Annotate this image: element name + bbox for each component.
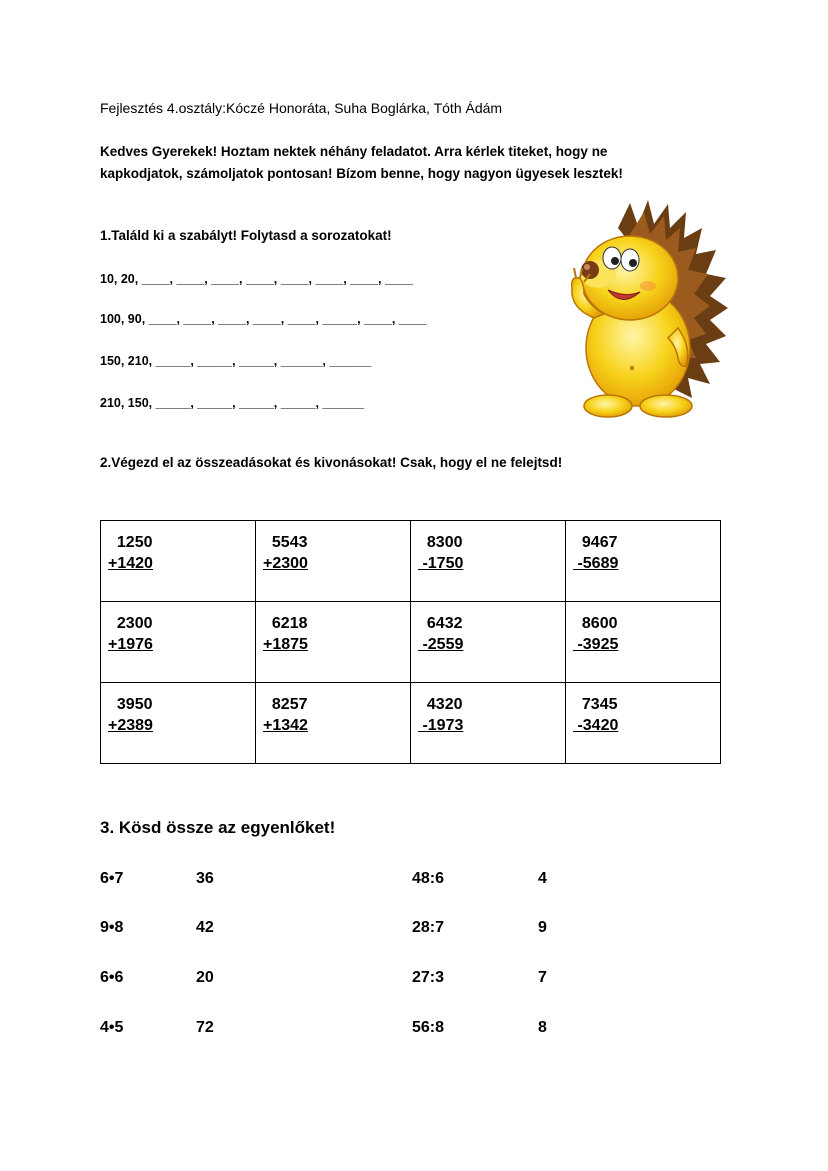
operand-top: 3950 bbox=[108, 696, 153, 713]
operand-top: 8257 bbox=[263, 696, 308, 713]
result-value[interactable]: 9 bbox=[538, 919, 547, 936]
sequence-row-1: 10, 20, ____, ____, ____, ____, ____, ____, ____, ____ bbox=[100, 272, 413, 286]
operand-bottom: +1875 bbox=[263, 636, 308, 653]
result-value[interactable]: 36 bbox=[196, 870, 214, 887]
expression[interactable]: 56:8 bbox=[412, 1019, 445, 1036]
result-value[interactable]: 8 bbox=[538, 1019, 547, 1036]
operation-cell[interactable] bbox=[101, 602, 256, 683]
result-value[interactable]: 7 bbox=[538, 969, 547, 986]
operation-cell[interactable] bbox=[411, 521, 566, 602]
operand-top: 5543 bbox=[263, 534, 308, 551]
expression[interactable]: 4•5 bbox=[100, 1019, 124, 1036]
table-row bbox=[101, 602, 721, 683]
operand-bottom: -2559 bbox=[418, 636, 464, 653]
hedgehog-illustration bbox=[560, 198, 730, 423]
operand-bottom: -1973 bbox=[418, 717, 464, 734]
result-value[interactable]: 20 bbox=[196, 969, 214, 986]
sequence-row-3: 150, 210, _____, _____, _____, ______, ______ bbox=[100, 354, 372, 368]
intro-text bbox=[100, 141, 623, 185]
expression[interactable]: 6•7 bbox=[100, 870, 124, 887]
operation-cell[interactable] bbox=[256, 521, 411, 602]
operand-top: 6218 bbox=[263, 615, 308, 632]
result-value[interactable]: 72 bbox=[196, 1019, 214, 1036]
expression[interactable]: 27:3 bbox=[412, 969, 445, 986]
sequence-row-4: 210, 150, _____, _____, _____, _____, ______ bbox=[100, 396, 365, 410]
operand-top: 4320 bbox=[418, 696, 463, 713]
operation-cell[interactable] bbox=[101, 521, 256, 602]
task2-title: 2.Végezd el az összeadásokat és kivonásokat! Csak, hogy el ne felejtsd! bbox=[100, 455, 563, 470]
operand-top: 6432 bbox=[418, 615, 463, 632]
intro-line-1: Kedves Gyerekek! Hoztam nektek néhány feladatot. Arra kérlek titeket, hogy ne bbox=[100, 144, 608, 159]
operand-top: 8600 bbox=[573, 615, 618, 632]
table-row bbox=[101, 521, 721, 602]
operation-cell[interactable] bbox=[566, 602, 721, 683]
operations-table bbox=[100, 520, 721, 764]
operation-cell[interactable] bbox=[566, 683, 721, 764]
intro-line-2: kapkodjatok, számoljatok pontosan! Bízom benne, hogy nagyon ügyesek lesztek! bbox=[100, 166, 623, 181]
operation-cell[interactable] bbox=[256, 602, 411, 683]
operand-top: 2300 bbox=[108, 615, 153, 632]
result-value[interactable]: 4 bbox=[538, 870, 547, 887]
operand-bottom: +1342 bbox=[263, 717, 308, 734]
operand-bottom: -3925 bbox=[573, 636, 619, 653]
table-row bbox=[101, 683, 721, 764]
operand-top: 1250 bbox=[108, 534, 153, 551]
page-header: Fejlesztés 4.osztály:Kóczé Honoráta, Suha Boglárka, Tóth Ádám bbox=[100, 100, 503, 116]
operand-bottom: +2300 bbox=[263, 555, 308, 572]
operand-bottom: -3420 bbox=[573, 717, 619, 734]
expression[interactable]: 6•6 bbox=[100, 969, 124, 986]
operand-top: 7345 bbox=[573, 696, 618, 713]
sequence-row-2: 100, 90, ____, ____, ____, ____, ____, _____, ____, ____ bbox=[100, 312, 427, 326]
operand-bottom: +1976 bbox=[108, 636, 153, 653]
operation-cell[interactable] bbox=[411, 602, 566, 683]
expression[interactable]: 48:6 bbox=[412, 870, 445, 887]
operand-bottom: +2389 bbox=[108, 717, 153, 734]
operand-top: 8300 bbox=[418, 534, 463, 551]
task3-title: 3. Kösd össze az egyenlőket! bbox=[100, 818, 336, 837]
operation-cell[interactable] bbox=[101, 683, 256, 764]
result-value[interactable]: 42 bbox=[196, 919, 214, 936]
expression[interactable]: 9•8 bbox=[100, 919, 124, 936]
operation-cell[interactable] bbox=[566, 521, 721, 602]
task1-title: 1.Találd ki a szabályt! Folytasd a sorozatokat! bbox=[100, 228, 392, 243]
operation-cell[interactable] bbox=[256, 683, 411, 764]
operand-bottom: -1750 bbox=[418, 555, 464, 572]
operand-top: 9467 bbox=[573, 534, 618, 551]
operand-bottom: -5689 bbox=[573, 555, 619, 572]
operation-cell[interactable] bbox=[411, 683, 566, 764]
operand-bottom: +1420 bbox=[108, 555, 153, 572]
expression[interactable]: 28:7 bbox=[412, 919, 445, 936]
